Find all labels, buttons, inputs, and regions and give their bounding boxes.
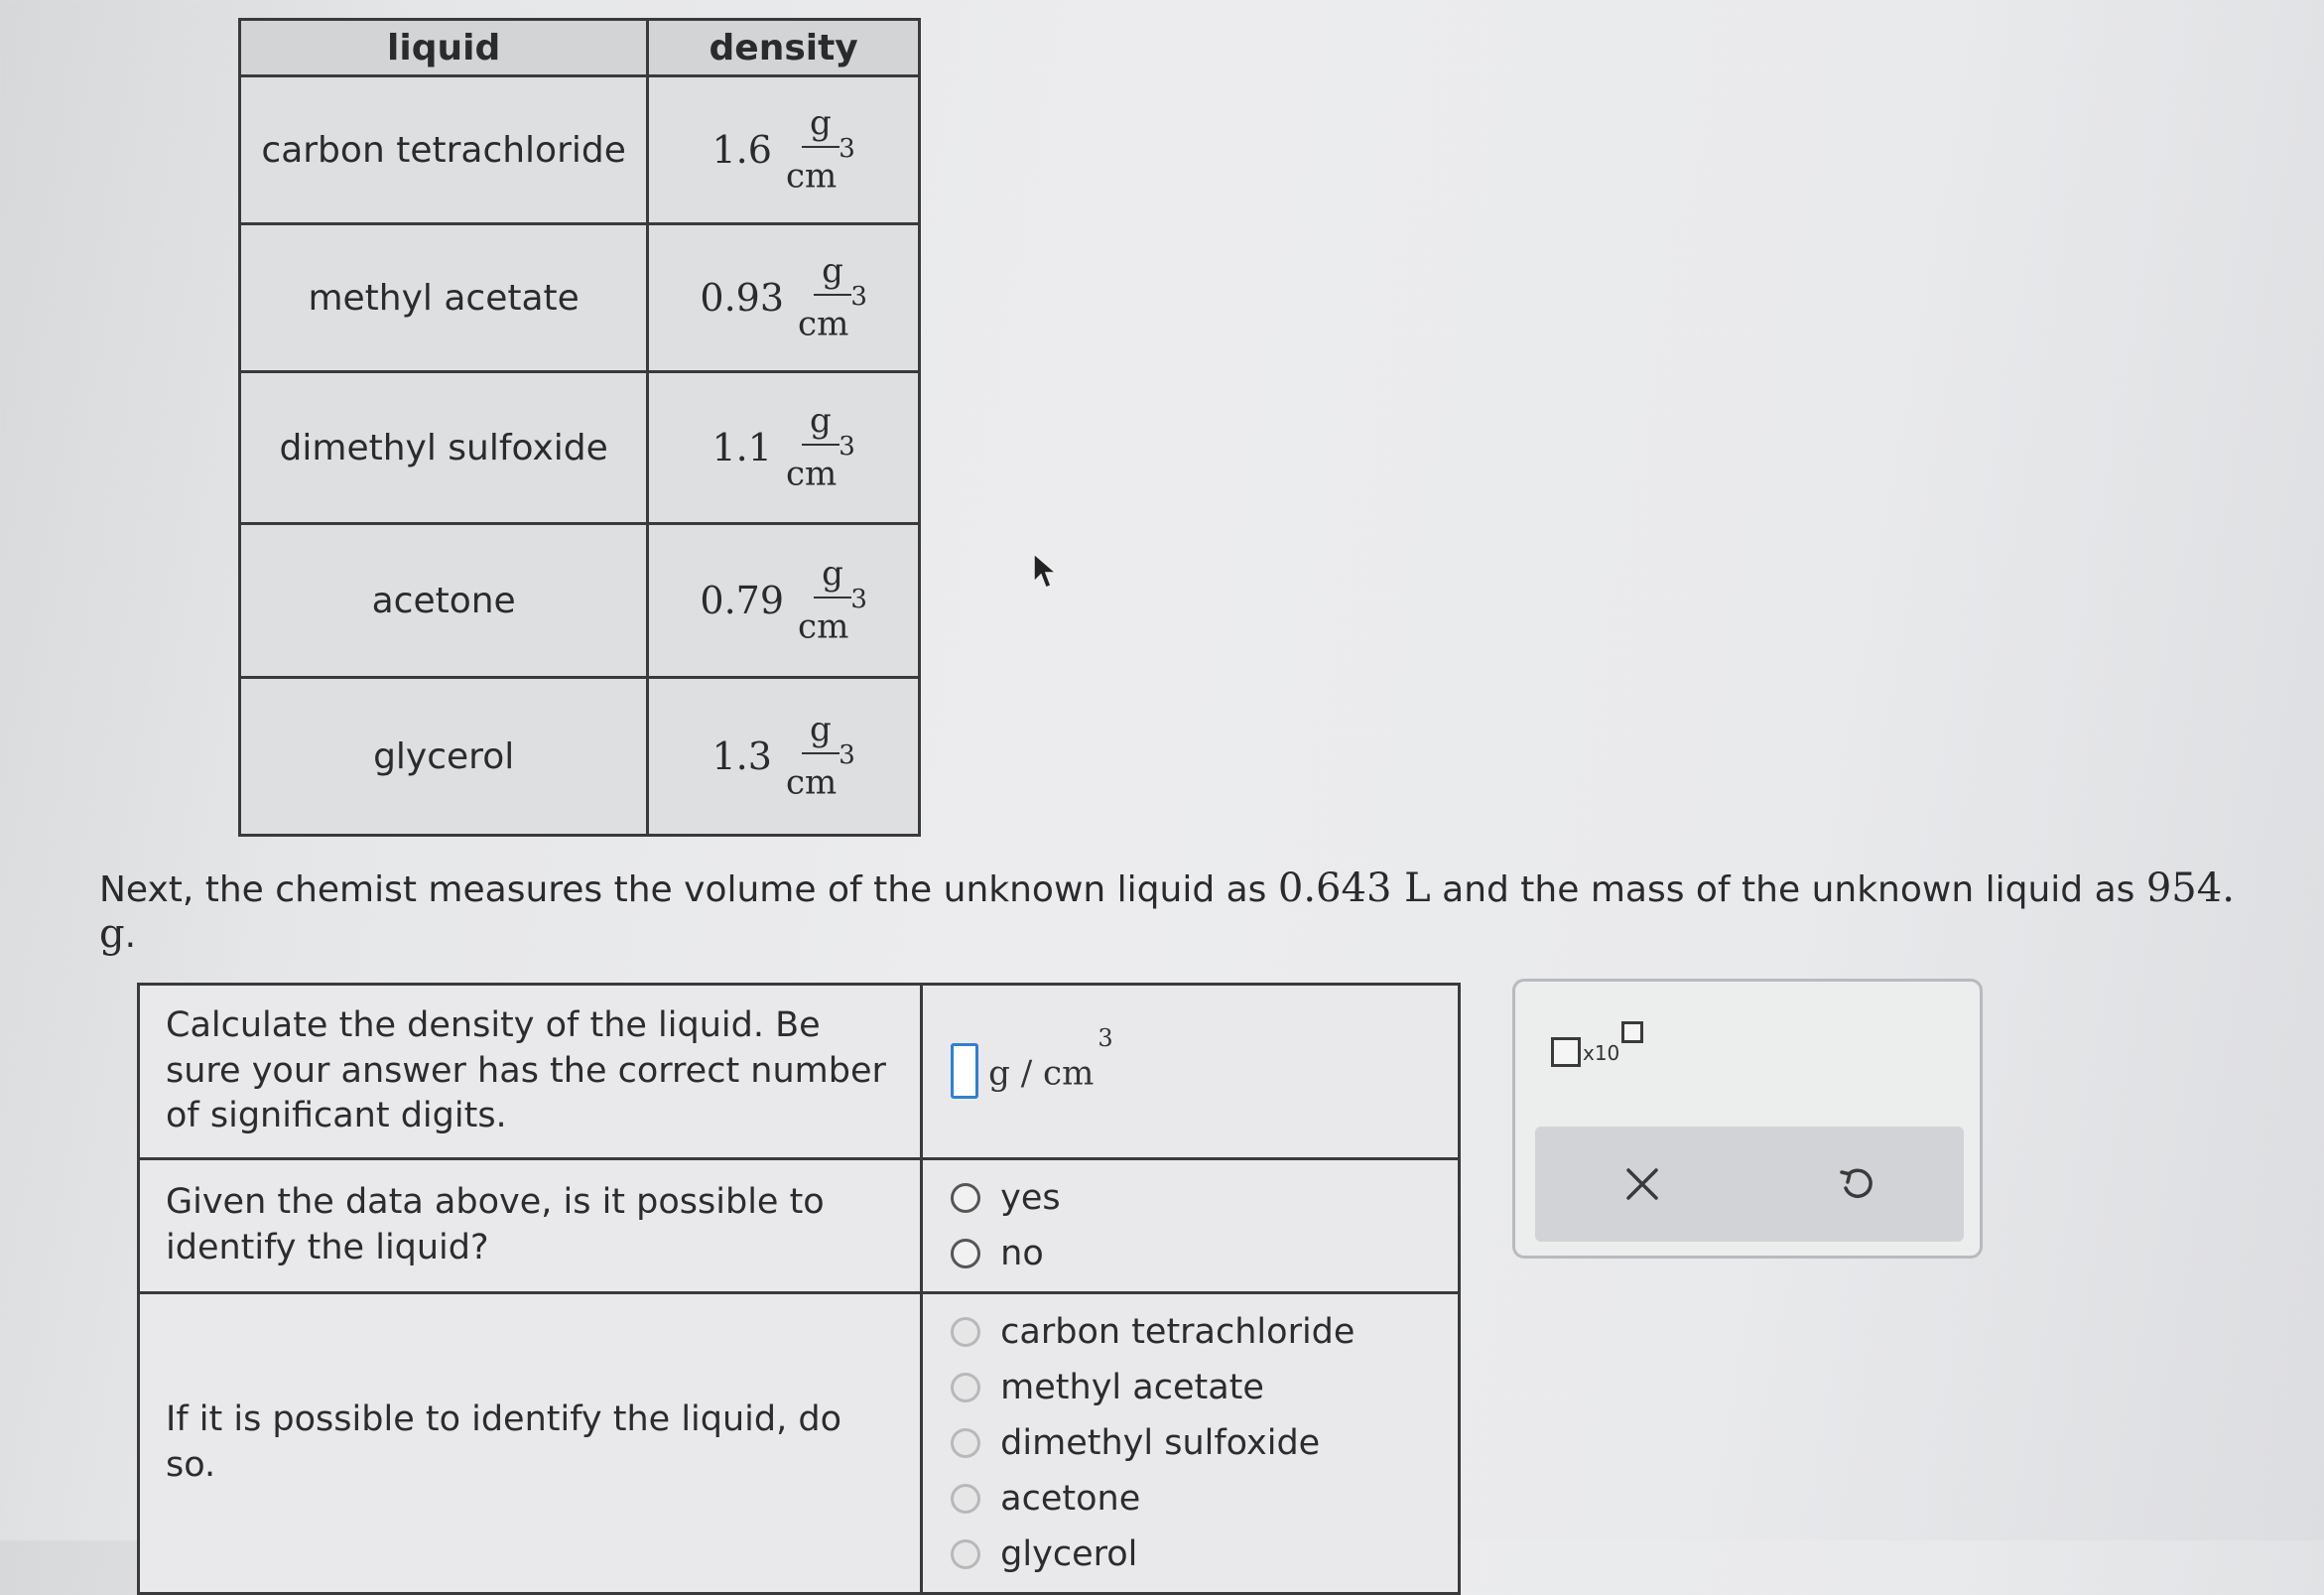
density-table-row — [240, 76, 920, 224]
answer-possible-cell — [922, 1158, 1460, 1292]
radio-button[interactable] — [951, 1539, 980, 1569]
radio-button[interactable] — [951, 1484, 980, 1514]
statement-text-2: and the mass of the unknown liquid as — [1430, 869, 2146, 910]
question-identify-text: If it is possible to identify the liquid, do so. — [139, 1292, 922, 1593]
statement-text-1: Next, the chemist measures the volume of the unknown liquid as — [99, 869, 1278, 910]
radio-label: glycerol — [1000, 1533, 1138, 1574]
density-unit-fraction: $\frac{g}{cm^3}$ — [785, 710, 855, 803]
radio-button[interactable] — [951, 1428, 980, 1458]
radio-option[interactable] — [951, 1170, 1430, 1226]
question-row-possible — [139, 1158, 1460, 1292]
radio-option[interactable] — [951, 1304, 1430, 1360]
exponent-box-icon — [1621, 1021, 1643, 1043]
question-row-identify — [139, 1292, 1460, 1593]
density-unit-fraction: $\frac{g}{cm^3}$ — [785, 103, 855, 197]
radio-option[interactable] — [951, 1415, 1430, 1471]
density-table-header-row — [240, 20, 920, 76]
header-liquid: liquid — [240, 20, 648, 76]
answer-identify-cell — [922, 1292, 1460, 1593]
liquid-name: methyl acetate — [240, 224, 648, 372]
liquid-name: dimethyl sulfoxide — [240, 372, 648, 524]
clear-button[interactable] — [1613, 1154, 1672, 1214]
tool-actions-bar — [1535, 1127, 1964, 1242]
density-value-cell — [648, 524, 920, 678]
radio-label: dimethyl sulfoxide — [1000, 1422, 1321, 1463]
problem-statement — [99, 865, 2262, 957]
header-density: density — [648, 20, 920, 76]
answer-tool-panel — [1512, 979, 1983, 1259]
density-value-cell — [648, 224, 920, 372]
density-answer-input[interactable] — [951, 1043, 978, 1099]
density-table-row — [240, 372, 920, 524]
mantissa-box-icon — [1551, 1037, 1581, 1067]
density-number: 1.6 — [711, 127, 772, 172]
density-number: 1.3 — [711, 733, 772, 778]
undo-icon — [1837, 1164, 1876, 1204]
radio-label: no — [1000, 1233, 1044, 1273]
liquid-name: acetone — [240, 524, 648, 678]
density-number: 1.1 — [711, 425, 772, 469]
scientific-notation-button[interactable] — [1551, 1021, 1643, 1067]
volume-value: 0.643 L — [1277, 865, 1431, 911]
question-possible-text: Given the data above, is it possible to identify the liquid? — [139, 1158, 922, 1292]
question-density-text: Calculate the density of the liquid. Be sure your answer has the correct number of significant digits. — [139, 985, 922, 1159]
density-table-row — [240, 224, 920, 372]
question-row-density — [139, 985, 1460, 1159]
density-table-row — [240, 524, 920, 678]
density-unit-fraction: $\frac{g}{cm^3}$ — [798, 251, 867, 344]
liquid-name: glycerol — [240, 678, 648, 836]
density-number: 0.79 — [700, 578, 785, 622]
liquid-name: carbon tetrachloride — [240, 76, 648, 224]
radio-option[interactable] — [951, 1226, 1430, 1281]
density-unit-fraction: $\frac{g}{cm^3}$ — [798, 554, 867, 647]
answer-density-cell — [922, 985, 1460, 1159]
radio-option[interactable] — [951, 1527, 1430, 1582]
radio-button[interactable] — [951, 1183, 980, 1213]
statement-text-3: . — [124, 915, 137, 956]
mass-value: 954. g — [99, 865, 2235, 957]
question-table — [137, 983, 1461, 1595]
mouse-cursor-icon — [1032, 552, 1058, 592]
density-unit-fraction: $\frac{g}{cm^3}$ — [785, 401, 855, 494]
close-icon — [1624, 1166, 1660, 1202]
density-number: 0.93 — [700, 275, 785, 320]
radio-button[interactable] — [951, 1239, 980, 1268]
density-value-cell — [648, 372, 920, 524]
density-unit: g / $cm^3$ — [988, 1023, 1113, 1093]
radio-button[interactable] — [951, 1317, 980, 1347]
x10-label: x10 — [1583, 1041, 1620, 1065]
radio-label: yes — [1000, 1177, 1061, 1218]
density-value-cell — [648, 678, 920, 836]
radio-label: methyl acetate — [1000, 1367, 1264, 1407]
density-table — [238, 18, 921, 837]
density-value-cell — [648, 76, 920, 224]
radio-label: carbon tetrachloride — [1000, 1311, 1356, 1352]
undo-button[interactable] — [1827, 1154, 1886, 1214]
radio-label: acetone — [1000, 1478, 1141, 1519]
density-table-row — [240, 678, 920, 836]
radio-button[interactable] — [951, 1373, 980, 1402]
radio-option[interactable] — [951, 1471, 1430, 1527]
radio-option[interactable] — [951, 1360, 1430, 1415]
